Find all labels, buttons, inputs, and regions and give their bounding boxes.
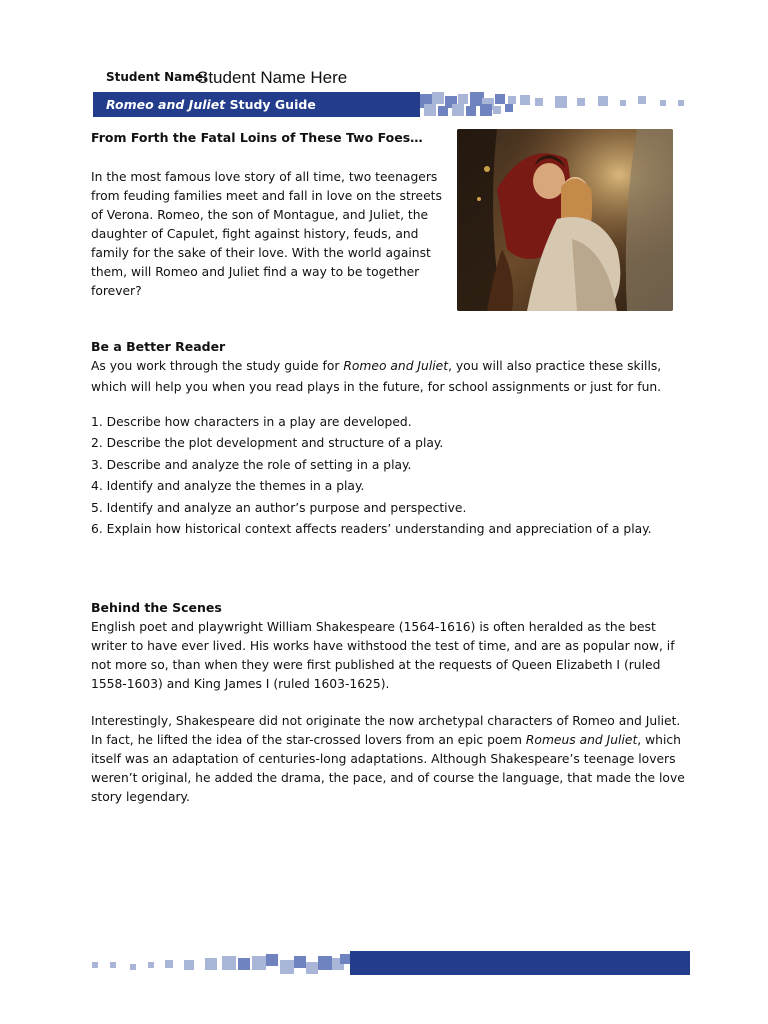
behind-p2-italic: Romeus and Juliet (525, 733, 638, 747)
intro-paragraph: In the most famous love story of all time, two teenagers from feuding families meet and fall in love on the streets of Verona. Romeo, the son of Montague, and Juliet, the daughter of Capulet, fight against history, feuds, and family for the sake of their love. With the world against them, will Romeo and Juliet find a way to be together forever? (91, 170, 442, 298)
skills-list (91, 412, 652, 540)
list-item: 6. Explain how historical context affects readers’ understanding and appreciation of a play. (91, 522, 652, 537)
decorative-square (638, 96, 646, 104)
decorative-square (508, 96, 516, 104)
behind-paragraph-1: English poet and playwright William Shakespeare (1564-1616) is often heralded as the best writer to have ever lived. His works have withstood the test of time, and are as popular now, if not more so, than when they were first published at the requests of Queen Elizabeth I (ruled 1558-1603) and King James I (ruled 1603-1625). (91, 620, 675, 691)
decorative-square (110, 962, 116, 968)
behind-p2-start: Interestingly, Shakespeare did not originate the now archetypal characters of Romeo and Juliet. In fact, he lifted the idea of the star-crossed lovers from an epic poem (91, 714, 681, 747)
decorative-square (438, 106, 448, 116)
behind-heading: Behind the Scenes (91, 600, 222, 615)
reader-lead-italic: Romeo and Juliet (343, 359, 449, 373)
decorative-square (535, 98, 543, 106)
decorative-square (222, 956, 236, 970)
behind-paragraph-2 (91, 712, 691, 807)
decorative-square (184, 960, 194, 970)
list-item: 5. Identify and analyze an author’s purpose and perspective. (91, 500, 467, 515)
intro-heading: From Forth the Fatal Loins of These Two Foes… (91, 130, 423, 145)
decorative-square (148, 962, 154, 968)
decorative-square (238, 958, 250, 970)
list-item: 3. Describe and analyze the role of setting in a play. (91, 457, 412, 472)
decorative-square (520, 95, 530, 105)
decorative-square (660, 100, 666, 106)
romeo-juliet-painting (457, 129, 673, 311)
reader-lead-start: As you work through the study guide for (91, 359, 344, 373)
decorative-square (480, 104, 492, 116)
decorative-square (165, 960, 173, 968)
decorative-square (577, 98, 585, 106)
guide-title-italic: Romeo and Juliet (106, 97, 226, 112)
decorative-square (495, 94, 505, 104)
decorative-square (432, 92, 444, 104)
decorative-square (493, 106, 501, 114)
guide-title-rest: Study Guide (225, 97, 316, 112)
decorative-square (205, 958, 217, 970)
decorative-square (294, 956, 306, 968)
decorative-square (505, 104, 513, 112)
painting-icon (457, 129, 673, 311)
decorative-square (424, 104, 436, 116)
decorative-square (280, 960, 294, 974)
decorative-square (598, 96, 608, 106)
decorative-square (266, 954, 278, 966)
behind-p2-end: , which itself was an adaptation of centuries-long adaptations. Although Shakespeare’s teenage lovers weren’t original, he added the drama, the pace, and of course the language, that made the love story legendary. (91, 733, 685, 804)
footer-banner (350, 951, 690, 975)
decorative-square (458, 94, 468, 104)
reader-heading: Be a Better Reader (91, 339, 226, 354)
decorative-square (620, 100, 626, 106)
list-item: 1. Describe how characters in a play are developed. (91, 415, 412, 429)
reader-lead (91, 356, 691, 398)
reader-lead-end: , you will also practice these skills, which will help you when you read plays in the future, for school assignments or just for fun. (91, 359, 662, 394)
decorative-square (306, 962, 318, 974)
student-name-label: Student Name: (106, 70, 208, 84)
decorative-square (130, 964, 136, 970)
guide-title (106, 97, 316, 112)
decorative-square (452, 104, 464, 116)
decorative-square (318, 956, 332, 970)
list-item: 4. Identify and analyze the themes in a play. (91, 479, 365, 494)
decorative-square (555, 96, 567, 108)
decorative-square (466, 106, 476, 116)
decorative-square (340, 954, 350, 964)
student-name-value[interactable]: Student Name Here (197, 68, 348, 87)
decorative-square (252, 956, 266, 970)
decorative-square (678, 100, 684, 106)
decorative-square (92, 962, 98, 968)
list-item: 2. Describe the plot development and structure of a play. (91, 436, 444, 451)
